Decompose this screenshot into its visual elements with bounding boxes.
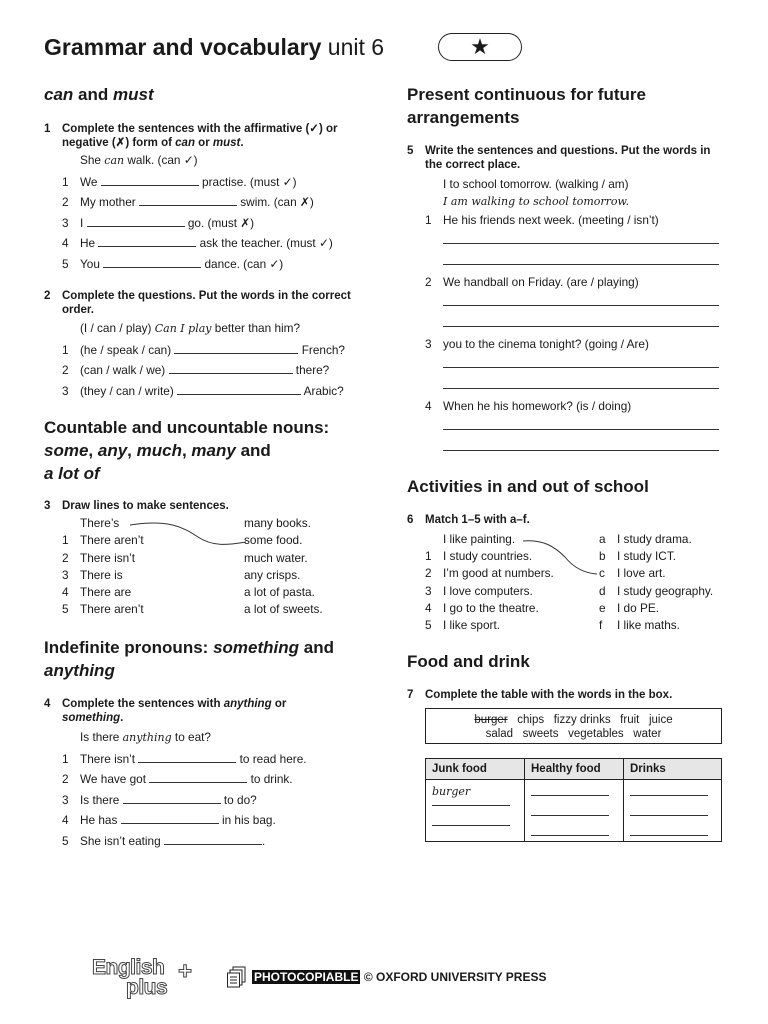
exercise-6-matching: [425, 531, 745, 636]
answer-lines[interactable]: [443, 230, 659, 272]
match-left-item: 4 I go to the theatre.: [425, 600, 539, 615]
example-match-line: [128, 515, 248, 555]
exercise-4-item: 5 She isn’t eating .: [62, 833, 266, 848]
example-match-line: [521, 531, 601, 581]
table-header: Healthy food: [525, 759, 624, 780]
word-box: burger chips fizzy drinks fruit juice salad sweets vegetables water: [425, 708, 722, 744]
match-left-item: 1 There aren’t: [62, 533, 144, 548]
match-left-item: 1 I study countries.: [425, 549, 533, 564]
exercise-1-item: 4 He ask the teacher. (must ✓): [62, 236, 333, 251]
exercise-5-instruction: 5 Write the sentences and questions. Put the words in the correct place.: [407, 145, 711, 171]
exercise-7-instruction: 7 Complete the table with the words in the box.: [407, 689, 673, 701]
match-left-item: 5 There aren’t: [62, 602, 144, 617]
exercise-1-item: 5 You dance. (can ✓): [62, 256, 284, 271]
section-heading-present-continuous: Present continuous for future arrangements: [407, 85, 646, 127]
exercise-4-instruction: 4 Complete the sentences with anything or something.: [44, 698, 287, 724]
english-plus-logo: English plus +: [92, 956, 193, 999]
answer-blank[interactable]: [87, 215, 185, 227]
exercise-1-list: [62, 150, 333, 275]
exercise-5-list: [425, 176, 659, 458]
title-unit: unit 6: [327, 34, 385, 60]
exercise-6-instruction: 6 Match 1–5 with a–f.: [407, 514, 530, 526]
match-right-item: d I study geography.: [599, 583, 714, 598]
section-heading-can-must: can and must: [44, 85, 154, 104]
star-icon: ★: [438, 33, 522, 61]
table-cell-drinks[interactable]: [624, 780, 722, 842]
answer-lines[interactable]: [443, 292, 659, 334]
match-left-item: 5 I like sport.: [425, 618, 501, 633]
match-right-item: much water.: [244, 550, 308, 565]
match-left-item: 2 There isn’t: [62, 550, 136, 565]
table-header: Drinks: [624, 759, 722, 780]
section-heading-food: Food and drink: [407, 652, 530, 671]
exercise-2-example: (I / can / play) Can I play better than him?: [80, 321, 301, 335]
exercise-4-item: 4 He has in his bag.: [62, 813, 276, 828]
exercise-4-item: 1 There isn’t to read here.: [62, 751, 307, 766]
copyright-line: [252, 970, 546, 984]
match-left-item: I like painting.: [443, 532, 516, 546]
match-left-item: 4 There are: [62, 585, 132, 600]
exercise-4-list: [62, 727, 307, 852]
page-title: [44, 34, 384, 61]
answer-blank[interactable]: [103, 256, 201, 268]
answer-blank[interactable]: [174, 342, 298, 354]
exercise-5-item: 4 When he his homework? (is / doing): [425, 399, 632, 413]
exercise-3-matching: [62, 515, 362, 625]
match-right-item: some food.: [244, 533, 303, 548]
exercise-1-instruction: 1 Complete the sentences with the affirmative (✓) or negative (✗) form of can or must.: [44, 123, 338, 149]
answer-blank[interactable]: [98, 235, 196, 247]
exercise-5-example: I to school tomorrow. (walking / am): [443, 177, 629, 191]
exercise-1-example: She can walk. (can ✓): [80, 153, 198, 167]
exercise-5-item: 3 you to the cinema tonight? (going / Are): [425, 337, 649, 351]
answer-lines[interactable]: [443, 354, 659, 396]
match-right-item: many books.: [244, 516, 311, 530]
exercise-3-instruction: 3 Draw lines to make sentences.: [44, 500, 229, 512]
exercise-1-item: 2 My mother swim. (can ✗): [62, 195, 314, 210]
exercise-5-item: 2 We handball on Friday. (are / playing): [425, 275, 639, 289]
exercise-2-list: [62, 318, 345, 401]
section-heading-pronouns: Indefinite pronouns: something and anything: [44, 638, 334, 680]
exercise-2-item: 3 (they / can / write) Arabic?: [62, 383, 344, 398]
exercise-2-item: 1 (he / speak / can) French?: [62, 342, 345, 357]
table-cell-healthy[interactable]: [525, 780, 624, 842]
section-heading-activities: Activities in and out of school: [407, 477, 649, 496]
match-right-item: e I do PE.: [599, 600, 659, 615]
answer-blank[interactable]: [139, 194, 237, 206]
exercise-4-item: 2 We have got to drink.: [62, 772, 293, 787]
photocopy-icon: [227, 966, 247, 993]
match-right-item: c I love art.: [599, 566, 666, 581]
exercise-5-example-answer: I am walking to school tomorrow.: [443, 195, 630, 208]
answer-blank[interactable]: [123, 792, 221, 804]
food-table: [425, 758, 722, 842]
section-heading-nouns: Countable and uncountable nouns: some, any, much, many and a lot of: [44, 418, 330, 483]
answer-blank[interactable]: [101, 174, 199, 186]
match-left-item: 3 There is: [62, 567, 123, 582]
exercise-1-item: 1 We practise. (must ✓): [62, 174, 297, 189]
match-left-item: 3 I love computers.: [425, 583, 533, 598]
match-left-item: 2 I’m good at numbers.: [425, 566, 554, 581]
table-header: Junk food: [426, 759, 525, 780]
answer-blank[interactable]: [177, 383, 301, 395]
match-right-item: a lot of pasta.: [244, 585, 315, 600]
publisher: © OXFORD UNIVERSITY PRESS: [363, 970, 547, 984]
exercise-1-item: 3 I go. (must ✗): [62, 215, 255, 230]
match-right-item: a lot of sweets.: [244, 602, 323, 617]
title-main: Grammar and vocabulary: [44, 34, 322, 60]
exercise-2-instruction: 2 Complete the questions. Put the words in the correct order.: [44, 290, 351, 316]
exercise-4-example: Is there anything to eat?: [80, 730, 211, 744]
answer-blank[interactable]: [138, 751, 236, 763]
exercise-2-item: 2 (can / walk / we) there?: [62, 363, 330, 378]
table-cell-junk[interactable]: burger: [426, 780, 525, 842]
exercise-4-item: 3 Is there to do?: [62, 792, 257, 807]
match-right-item: b I study ICT.: [599, 549, 677, 564]
match-right-item: a I study drama.: [599, 532, 692, 546]
photocopiable-label: PHOTOCOPIABLE: [254, 970, 359, 984]
answer-lines[interactable]: [443, 416, 659, 458]
answer-blank[interactable]: [169, 362, 293, 374]
exercise-5-item: 1 He his friends next week. (meeting / isn’t): [425, 213, 659, 227]
answer-blank[interactable]: [149, 771, 247, 783]
answer-blank[interactable]: [164, 833, 262, 845]
match-right-item: f I like maths.: [599, 618, 680, 633]
match-right-item: any crisps.: [244, 567, 301, 582]
answer-blank[interactable]: [121, 812, 219, 824]
match-left-item: There’s: [80, 516, 120, 530]
